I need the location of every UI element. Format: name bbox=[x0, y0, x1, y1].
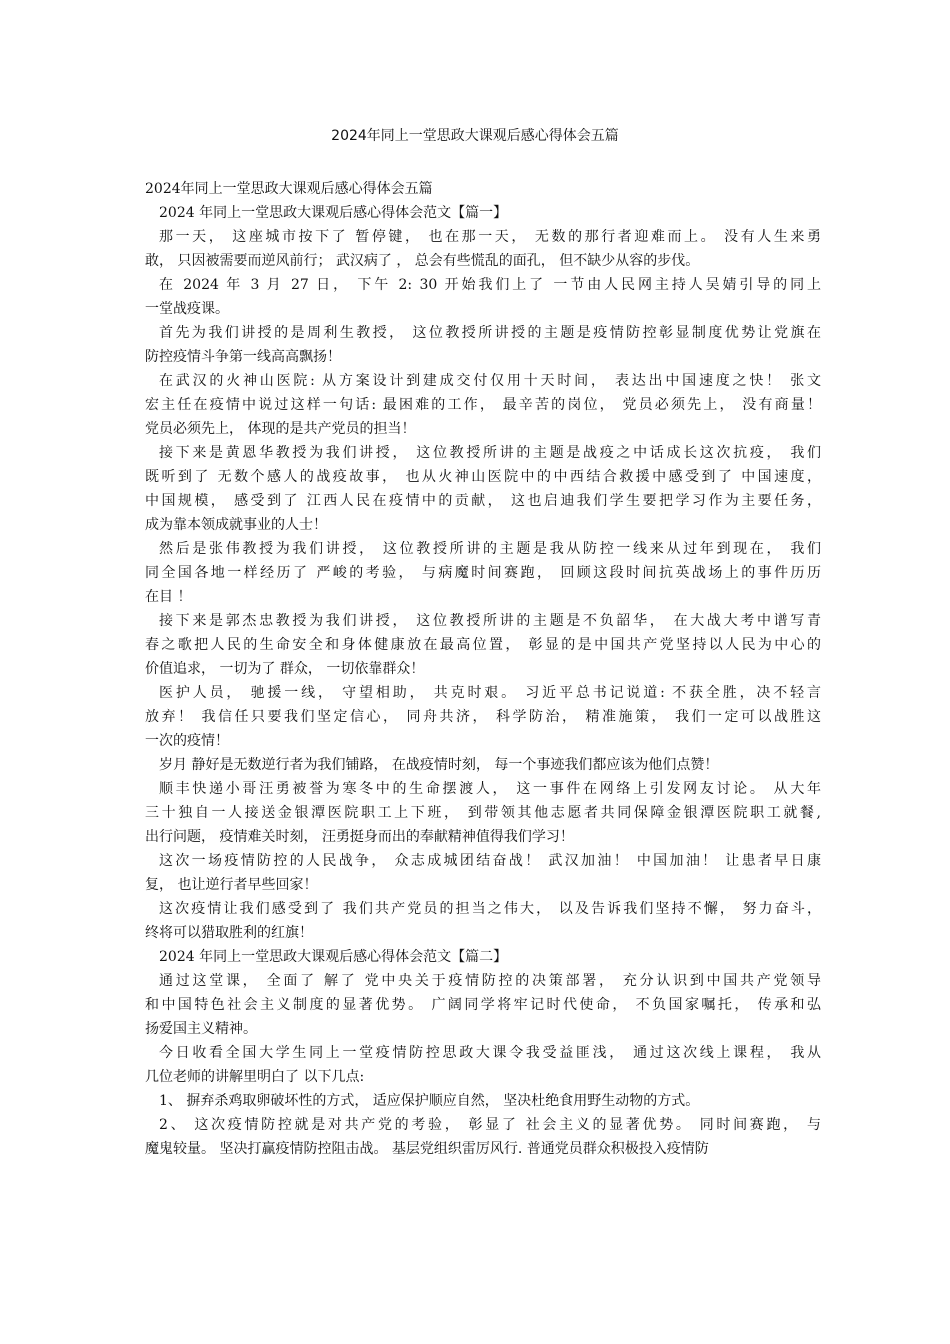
text-line: 宏主任在疫情中说过这样一句话: 最困难的工作， 最辛苦的岗位， 党员必须先上， 没有商量！ bbox=[145, 397, 821, 413]
text-line: 魔鬼较量。 坚决打赢疫情防控阻击战。 基层党组织雷厉风行. 普通党员群众积极投入疫情防 bbox=[145, 1141, 709, 1157]
text-line: 同全国各地一样经历了 严峻的考验， 与病魔时间赛跑， 回顾这段时间抗英战场上的事件历历 bbox=[145, 565, 821, 581]
text-line: 防控疫情斗争第一线高高飘扬！ bbox=[145, 349, 341, 365]
text-line: 岁月 静好是无数逆行者为我们铺路， 在战疫情时刻， 每一个事迹我们都应该为他们点赞！ bbox=[159, 757, 719, 773]
paragraph bbox=[145, 849, 821, 897]
paragraph bbox=[145, 777, 821, 849]
text-line: 2024 年同上一堂思政大课观后感心得体会范文【篇一】 bbox=[159, 205, 508, 221]
text-line: 那一天， 这座城市按下了 暂停键， 也在那一天， 无数的那行者迎难而上。 没有人生来勇 bbox=[159, 229, 821, 245]
paragraph bbox=[145, 321, 821, 369]
text-line: 今日收看全国大学生同上一堂疫情防控思政大课令我受益匪浅， 通过这次线上课程， 我从 bbox=[159, 1045, 821, 1061]
text-line: 接下来是郭杰忠教授为我们讲授， 这位教授所讲的主题是不负韶华， 在大战大考中谱写青 bbox=[159, 613, 821, 629]
paragraph bbox=[145, 897, 821, 945]
text-line: 这次疫情让我们感受到了 我们共产党员的担当之伟大， 以及告诉我们坚持不懈， 努力奋斗， bbox=[159, 901, 821, 917]
paragraph bbox=[145, 441, 821, 537]
paragraph bbox=[145, 609, 821, 681]
text-line: 终将可以猎取胜利的红旗！ bbox=[145, 925, 313, 941]
paragraph-list bbox=[145, 201, 821, 1161]
text-line: 三十独自一人接送金银潭医院职工上下班， 到带领其他志愿者共同保障金银潭医院职工就餐, bbox=[145, 805, 821, 821]
page-title: 2024年同上一堂思政大课观后感心得体会五篇 bbox=[331, 128, 619, 144]
paragraph bbox=[145, 1089, 821, 1113]
document-body bbox=[145, 177, 821, 1161]
paragraph bbox=[145, 225, 821, 273]
text-line: 出行问题， 疫情难关时刻， 汪勇挺身而出的奉献精神值得我们学习！ bbox=[145, 829, 574, 845]
text-line: 首先为我们讲授的是周利生教授， 这位教授所讲授的主题是疫情防控彰显制度优势让党旗在 bbox=[159, 325, 821, 341]
text-line: 敢， 只因被需要而逆风前行； 武汉病了 ， 总会有些慌乱的面孔， 但不缺少从容的步伐。 bbox=[145, 253, 700, 269]
text-line: 接下来是黄恩华教授为我们讲授， 这位教授所讲的主题是战疫之中话成长这次抗疫， 我们 bbox=[159, 445, 821, 461]
section-heading bbox=[145, 201, 821, 225]
text-line: 2、 这次疫情防控就是对共产党的考验， 彰显了 社会主义的显著优势。 同时间赛跑， 与 bbox=[159, 1117, 821, 1133]
text-line: 顺丰快递小哥汪勇被誉为寒冬中的生命摆渡人， 这一事件在网络上引发网友讨论。 从大年 bbox=[159, 781, 821, 797]
text-line: 这次一场疫情防控的人民战争， 众志成城团结奋战！ 武汉加油！ 中国加油！ 让患者早日康 bbox=[159, 853, 821, 869]
text-line: 春之歌把人民的生命安全和身体健康放在最高位置， 彰显的是中国共产党坚持以人民为中心的 bbox=[145, 637, 821, 653]
text-line: 放弃！ 我信任只要我们坚定信心， 同舟共济， 科学防治， 精准施策， 我们一定可以战胜这 bbox=[145, 709, 821, 725]
text-line: 价值追求， 一切为了 群众， 一切依靠群众！ bbox=[145, 661, 425, 677]
paragraph bbox=[145, 681, 821, 753]
text-line: 在武汉的火神山医院: 从方案设计到建成交付仅用十天时间， 表达出中国速度之快！ 张文 bbox=[159, 373, 821, 389]
text-line: 几位老师的讲解里明白了 以下几点: bbox=[145, 1069, 365, 1085]
text-line: 2024 年同上一堂思政大课观后感心得体会范文【篇二】 bbox=[159, 949, 508, 965]
section-heading bbox=[145, 945, 821, 969]
paragraph bbox=[145, 369, 821, 441]
paragraph bbox=[145, 537, 821, 609]
text-line: 成为靠本领成就事业的人士！ bbox=[145, 517, 327, 533]
text-line: 一堂战疫课。 bbox=[145, 301, 229, 317]
document-subtitle: 2024年同上一堂思政大课观后感心得体会五篇 bbox=[145, 181, 433, 197]
text-line: 然后是张伟教授为我们讲授， 这位教授所讲的主题是我从防控一线来从过年到现在， 我们 bbox=[159, 541, 821, 557]
text-line: 在目 ！ bbox=[145, 589, 192, 605]
paragraph bbox=[145, 273, 821, 321]
text-line: 既听到了 无数个感人的战疫故事， 也从火神山医院中的中西结合救援中感受到了 中国速度， bbox=[145, 469, 821, 485]
text-line: 扬爱国主义精神。 bbox=[145, 1021, 257, 1037]
paragraph bbox=[145, 1113, 821, 1161]
text-line: 1、 摒弃杀鸡取卵破坏性的方式， 适应保护顺应自然， 坚决杜绝食用野生动物的方式。 bbox=[159, 1093, 700, 1109]
text-line: 一次的疫情！ bbox=[145, 733, 229, 749]
text-line: 中国规模， 感受到了 江西人民在疫情中的贡献， 这也启迪我们学生要把学习作为主要任务， bbox=[145, 493, 821, 509]
text-line: 通过这堂课， 全面了 解了 党中央关于疫情防控的决策部署， 充分认识到中国共产党领导 bbox=[159, 973, 821, 989]
text-line: 和中国特色社会主义制度的显著优势。 广阔同学将牢记时代使命， 不负国家嘱托， 传承和弘 bbox=[145, 997, 821, 1013]
text-line: 在 2024 年 3 月 27 日， 下午 2: 30 开始我们上了 一节由人民网主持人吴婧引导的同上 bbox=[159, 277, 821, 293]
paragraph bbox=[145, 753, 821, 777]
text-line: 党员必须先上， 体现的是共产党员的担当！ bbox=[145, 421, 416, 437]
text-line: 复， 也让逆行者早些回家！ bbox=[145, 877, 318, 893]
text-line: 医护人员， 驰援一线， 守望相助， 共克时艰。 习近平总书记说道: 不获全胜，决不轻言 bbox=[159, 685, 821, 701]
paragraph bbox=[145, 969, 821, 1041]
paragraph bbox=[145, 1041, 821, 1089]
